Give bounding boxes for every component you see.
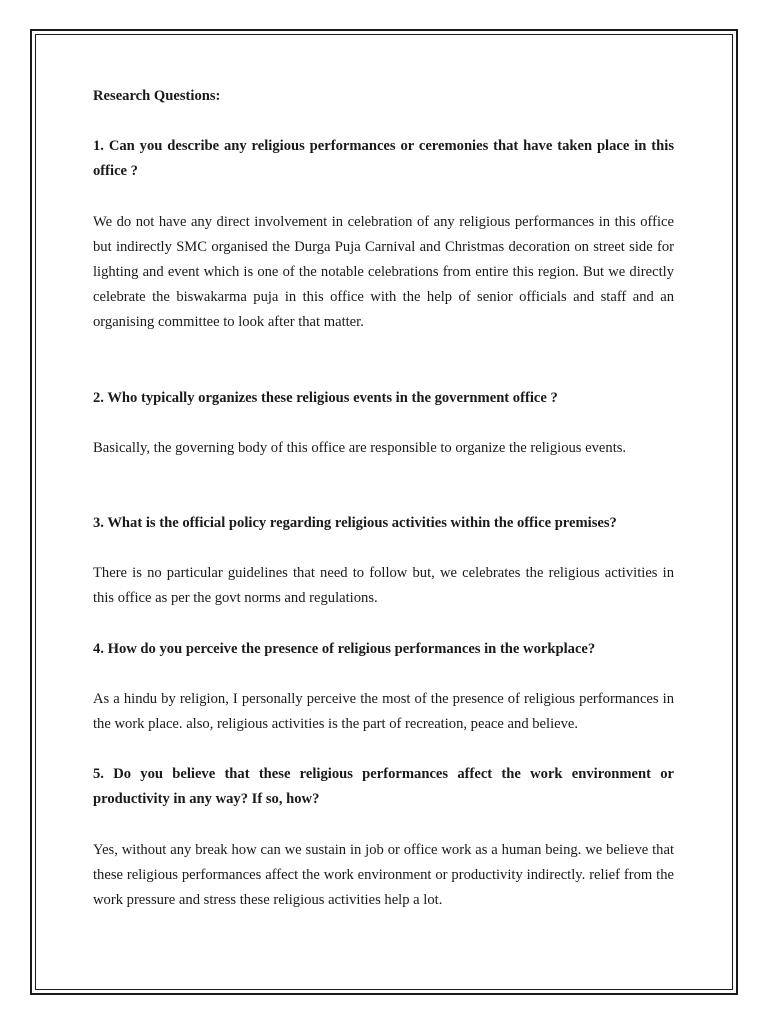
document-heading: Research Questions: — [93, 88, 221, 104]
answer-2: Basically, the governing body of this office are responsible to organize the religious events. — [93, 439, 627, 456]
question-5: 5. Do you believe that these religious performances affect the work environment or productivity in any way? If so, how? — [93, 766, 674, 808]
question-1: 1. Can you describe any religious performances or ceremonies that have taken place in this office ? — [93, 138, 674, 180]
answer-3: There is no particular guidelines that need to follow but, we celebrates the religious activities in this office as per the govt norms and regulations. — [93, 565, 674, 607]
answer-4: As a hindu by religion, I personally perceive the most of the presence of religious performances in the work place. also, religious activities is the part of recreation, peace and believe. — [93, 690, 674, 733]
question-4: 4. How do you perceive the presence of religious performances in the workplace? — [93, 640, 596, 657]
answer-5: Yes, without any break how can we sustain in job or office work as a human being. we believe that these religious performances affect the work environment or productivity indirectly. relief from the work pressure and stress these religious activities help a lot. — [93, 841, 674, 909]
question-2: 2. Who typically organizes these religious events in the government office ? — [93, 389, 558, 406]
answer-1: We do not have any direct involvement in celebration of any religious performances in this office but indirectly SMC organised the Durga Puja Carnival and Christmas decoration on street side for lighting and event which is one of the notable celebrations from entire this region. But we directly celebrate the biswakarma puja in this office with the help of senior officials and staff and an organising committee to look after that matter. — [93, 213, 674, 331]
question-3: 3. What is the official policy regarding religious activities within the office premises? — [93, 515, 617, 532]
document-body — [93, 84, 674, 913]
